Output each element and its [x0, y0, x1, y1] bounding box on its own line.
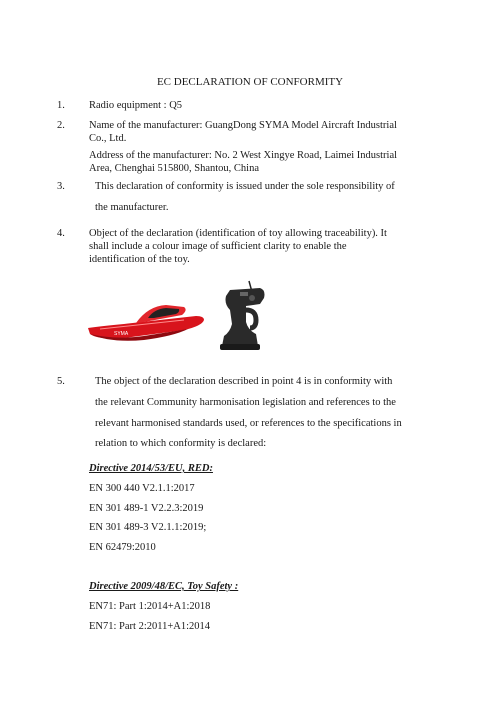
directive-red-standard: EN 62479:2010 [89, 542, 156, 553]
boat-brand-label: SYMA [114, 331, 129, 337]
directive-red-heading: Directive 2014/53/EU, RED: [89, 463, 213, 474]
directive-red-standard: EN 301 489-1 V2.2.3:2019 [89, 503, 204, 514]
boat-image [84, 296, 206, 344]
item-3-line-2: the manufacturer. [95, 202, 169, 213]
item-1-text: Radio equipment : Q5 [89, 100, 183, 111]
item-3-number: 3. [57, 181, 65, 192]
remote-controller-image [216, 280, 268, 352]
item-4-line-1: Object of the declaration (identification of toy allowing traceability). It [89, 228, 387, 239]
page-title: EC DECLARATION OF CONFORMITY [156, 76, 344, 88]
item-5-number: 5. [57, 376, 65, 387]
item-4-number: 4. [57, 228, 65, 239]
item-3-line-1: This declaration of conformity is issued under the sole responsibility of [95, 181, 395, 192]
item-2-line-1: Name of the manufacturer: GuangDong SYMA Model Aircraft Industrial [89, 120, 397, 131]
item-5-line-4: relation to which conformity is declared: [95, 438, 267, 449]
item-2-line-4: Area, Chenghai 515800, Shantou, China [89, 163, 260, 174]
item-2-line-3: Address of the manufacturer: No. 2 West Xingye Road, Laimei Industrial [89, 150, 398, 161]
directive-toy-standard: EN71: Part 1:2014+A1:2018 [89, 601, 211, 612]
item-5-line-3: relevant harmonised standards used, or references to the specifications in [95, 418, 402, 429]
directive-red-standard: EN 300 440 V2.1.1:2017 [89, 483, 195, 494]
item-2-number: 2. [57, 120, 65, 131]
item-2-line-2: Co., Ltd. [89, 133, 127, 144]
item-1-number: 1. [57, 100, 65, 111]
directive-toy-heading: Directive 2009/48/EC, Toy Safety : [89, 581, 239, 592]
directive-toy-standard: EN71: Part 2:2011+A1:2014 [89, 621, 211, 632]
item-4-line-3: identification of the toy. [89, 254, 190, 265]
item-4-line-2: shall include a colour image of sufficient clarity to enable the [89, 241, 347, 252]
item-5-line-1: The object of the declaration described in point 4 is in conformity with [95, 376, 393, 387]
item-5-line-2: the relevant Community harmonisation legislation and references to the [95, 397, 396, 408]
directive-red-standard: EN 301 489-3 V2.1.1:2019; [89, 522, 207, 533]
